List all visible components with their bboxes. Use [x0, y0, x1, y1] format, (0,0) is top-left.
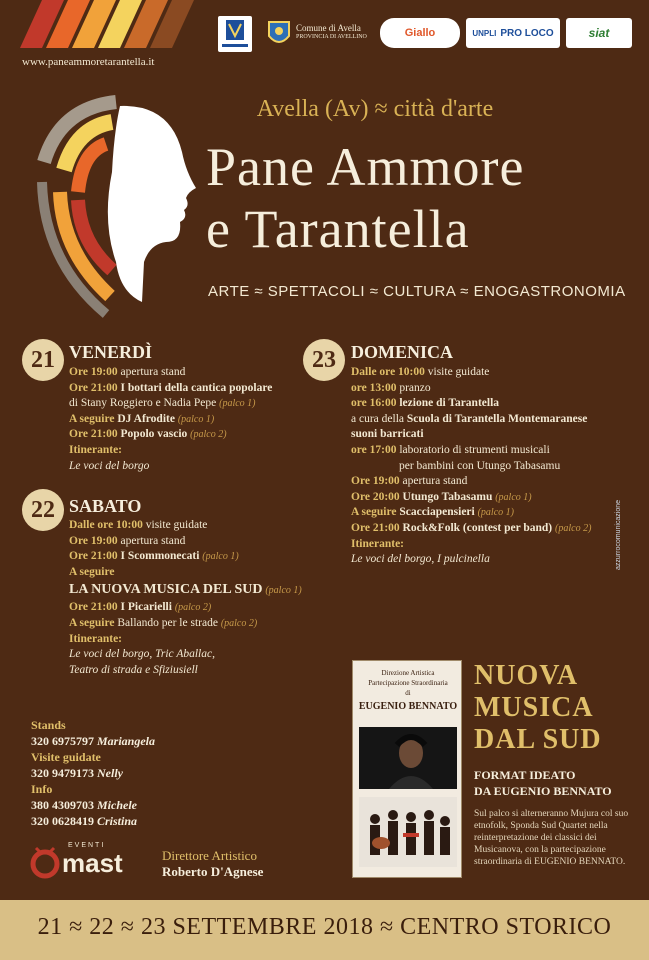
comune-crest-icon — [266, 18, 292, 48]
program-line: Ore 21:00 I bottari della cantica popolare — [69, 381, 273, 394]
eventi-text: EVENTI — [68, 842, 106, 849]
nuova-musica-line: DAL SUD — [474, 724, 602, 755]
friday-program — [69, 365, 272, 474]
proloco-logo — [466, 18, 560, 48]
giallo-logo — [380, 18, 460, 48]
program-line: A seguire Scacciapensieri (palco 1) — [351, 506, 514, 519]
comune-name: Comune di Avella — [296, 23, 361, 33]
program-line: di Stany Roggiero e Nadia Pepe (palco 1) — [69, 397, 256, 410]
program-line: LA NUOVA MUSICA DEL SUD (palco 1) — [69, 582, 302, 598]
mast-text: mast — [62, 848, 123, 878]
program-line: ore 16:00 lezione di Tarantella — [351, 397, 500, 410]
book-line-4: EUGENIO BENNATO — [358, 701, 458, 712]
program-line: suoni barricati — [351, 428, 424, 441]
bennato-poster — [352, 660, 462, 878]
subtitle: Avella (Av) ≈ città d'arte — [256, 96, 494, 122]
program-line: Dalle ore 10:00 visite guidate — [351, 366, 490, 378]
program-line: Ore 19:00 apertura stand — [69, 534, 186, 547]
day-21-name: VENERDÌ — [69, 342, 153, 362]
day-22-circle: 22 — [22, 489, 64, 531]
day-21-circle: 21 — [22, 339, 64, 381]
title-line-1: Pane Ammore — [206, 137, 525, 197]
day-23-circle: 23 — [303, 339, 345, 381]
program-line: per bambini con Utungo Tabasamu — [399, 459, 561, 472]
nuova-musica-line: NUOVA — [474, 660, 579, 691]
program-line: Ore 19:00 apertura stand — [69, 366, 186, 378]
contact-line: 320 0628419 Cristina — [31, 814, 138, 828]
book-line-3: di — [405, 689, 411, 697]
program-line: Itinerante: — [351, 537, 405, 550]
agency-credit: azzurrocomunicazione — [615, 499, 622, 570]
nuova-musica-line: MUSICA — [474, 692, 594, 723]
contact-label: Visite guidate — [31, 750, 101, 764]
bennato-portrait-photo — [359, 727, 457, 789]
contact-line: 320 9479173 Nelly — [31, 766, 123, 780]
program-line: Dalle ore 10:00 visite guidate — [69, 519, 208, 531]
day-22-name: SABATO — [69, 496, 142, 516]
saturday-program — [69, 518, 302, 678]
contact-label: Info — [31, 782, 53, 796]
stripes-logo-art — [20, 0, 210, 48]
contact-line: 320 6975797 Mariangela — [31, 734, 156, 748]
program-line: Ore 20:00 Utungo Tabasamu (palco 1) — [351, 490, 532, 503]
program-line: Ore 21:00 Popolo vascio (palco 2) — [69, 428, 227, 441]
tagline: ARTE ≈ SPETTACOLI ≈ CULTURA ≈ ENOGASTRONOMIA — [208, 283, 626, 300]
director-name: Roberto D'Agnese — [162, 864, 264, 879]
site-url[interactable]: www.paneammoretarantella.it — [22, 56, 155, 68]
contact-label: Stands — [31, 718, 66, 732]
book-line-2: Partecipazione Straordinaria — [368, 679, 448, 687]
program-line: A seguire — [69, 565, 115, 578]
woman-profile-illustration — [20, 92, 210, 322]
format-line-1: FORMAT IDEATO — [474, 768, 576, 782]
mast-o-icon — [28, 846, 64, 880]
book-line-1: Direzione Artistica — [381, 669, 435, 677]
unpli-text: UNPLI — [472, 28, 497, 38]
program-line: Teatro di strada e Sfiziusiell — [69, 663, 198, 676]
program-line: Ore 21:00 I Scommonecati (palco 1) — [69, 550, 239, 563]
contacts — [31, 717, 155, 829]
sunday-program — [351, 365, 591, 568]
comune-province: PROVINCIA DI AVELLINO — [296, 34, 367, 40]
comune-avella-logo — [266, 18, 370, 48]
program-line: A seguire Ballando per le strade (palco 2) — [69, 616, 258, 629]
regione-campania-logo — [218, 16, 252, 52]
director-label: Direttore Artistico — [162, 848, 257, 863]
program-line: ore 17:00 laboratorio di strumenti musicali — [351, 443, 550, 456]
nuova-musica-description: Sul palco si alterneranno Mujura col suo etnofolk, Sponda Sud Quartet nella reinterpretazione dei classici dei Musicanova, con la partecipazione straordinaria di EUGENIO BENNATO. — [474, 809, 629, 867]
program-line: Ore 21:00 I Picarielli (palco 2) — [69, 601, 212, 614]
siat-logo — [566, 18, 632, 48]
program-line: ore 13:00 pranzo — [351, 381, 431, 394]
program-line: Ore 19:00 apertura stand — [351, 475, 468, 488]
program-line: Itinerante: — [69, 632, 123, 645]
day-23-name: DOMENICA — [351, 342, 453, 362]
giallo-logo-text: Giallo — [404, 26, 436, 39]
format-line-2: DA EUGENIO BENNATO — [474, 784, 612, 798]
program-line: Ore 21:00 Rock&Folk (contest per band) (palco 2) — [351, 521, 592, 534]
contact-line: 380 4309703 Michele — [31, 798, 137, 812]
program-line: Le voci del borgo — [69, 459, 150, 472]
band-photo — [359, 797, 457, 867]
siat-text: siat — [588, 25, 610, 40]
program-line: Le voci del borgo, I pulcinella — [351, 553, 490, 566]
program-line: Le voci del borgo, Tric Aballac, — [69, 648, 215, 661]
program-line: a cura della Scuola di Tarantella Montemaranese — [351, 412, 588, 425]
nuova-musica-title — [474, 660, 602, 756]
program-line: A seguire DJ Afrodite (palco 1) — [69, 412, 215, 425]
title-line-2: e Tarantella — [206, 199, 470, 259]
proloco-text: PRO LOCO — [500, 27, 554, 39]
eventi-mast-logo — [28, 842, 150, 882]
footer-dates: 21 ≈ 22 ≈ 23 SETTEMBRE 2018 ≈ CENTRO STORICO — [37, 914, 612, 940]
program-line: Itinerante: — [69, 443, 123, 456]
